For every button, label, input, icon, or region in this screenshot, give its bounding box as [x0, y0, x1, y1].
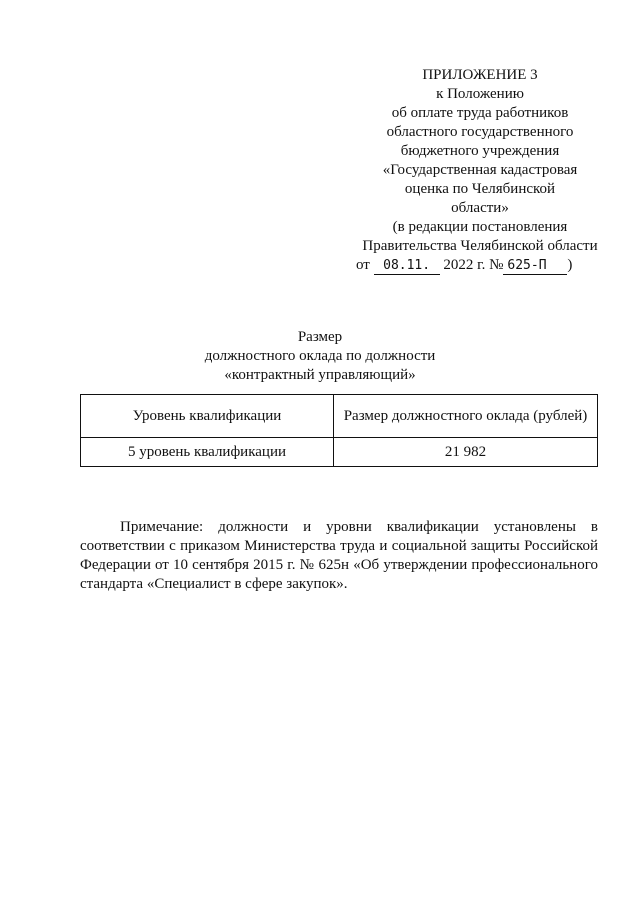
resolution-date: 08.11. [374, 258, 440, 275]
resolution-year: 2022 г. [443, 257, 486, 273]
appendix-title: ПРИЛОЖЕНИЕ 3 [422, 67, 538, 83]
resolution-date-line [330, 256, 630, 275]
table-row [81, 438, 598, 467]
resolution-number: 625-П [503, 258, 567, 275]
appendix-line: области» [451, 200, 509, 216]
appendix-line: к Положению [436, 86, 524, 102]
closing-paren: ) [567, 257, 573, 273]
number-sign: № [489, 257, 504, 273]
appendix-line: (в редакции постановления [392, 219, 568, 235]
date-prefix: от [356, 257, 370, 273]
title-line: Размер [297, 329, 343, 345]
document-title [0, 328, 640, 385]
title-line: должностного оклада по должности [204, 348, 436, 364]
cell-salary-value: 21 982 [334, 438, 598, 467]
appendix-line: Правительства Челябинской области [362, 238, 598, 254]
header-qualification-level: Уровень квалификации [81, 395, 334, 438]
table-header-row [81, 395, 598, 438]
appendix-line: бюджетного учреждения [400, 143, 560, 159]
cell-qualification-level: 5 уровень квалификации [81, 438, 334, 467]
appendix-line: областного государственного [386, 124, 574, 140]
appendix-line: оценка по Челябинской [404, 181, 556, 197]
header-salary-size: Размер должностного оклада (рублей) [334, 395, 598, 438]
salary-table [80, 394, 598, 467]
appendix-line: «Государственная кадастровая [382, 162, 578, 178]
appendix-header [330, 66, 630, 275]
title-line: «контрактный управляющий» [224, 367, 416, 383]
note-paragraph: Примечание: должности и уровни квалификации установлены в соответствии с приказом Министерства труда и социальной защиты Российской Федерации от 10 сентября 2015 г. № 625н «Об утверждении профессионального стандарта «Специалист в сфере закупок». [80, 519, 598, 592]
appendix-line: об оплате труда работников [391, 105, 569, 121]
